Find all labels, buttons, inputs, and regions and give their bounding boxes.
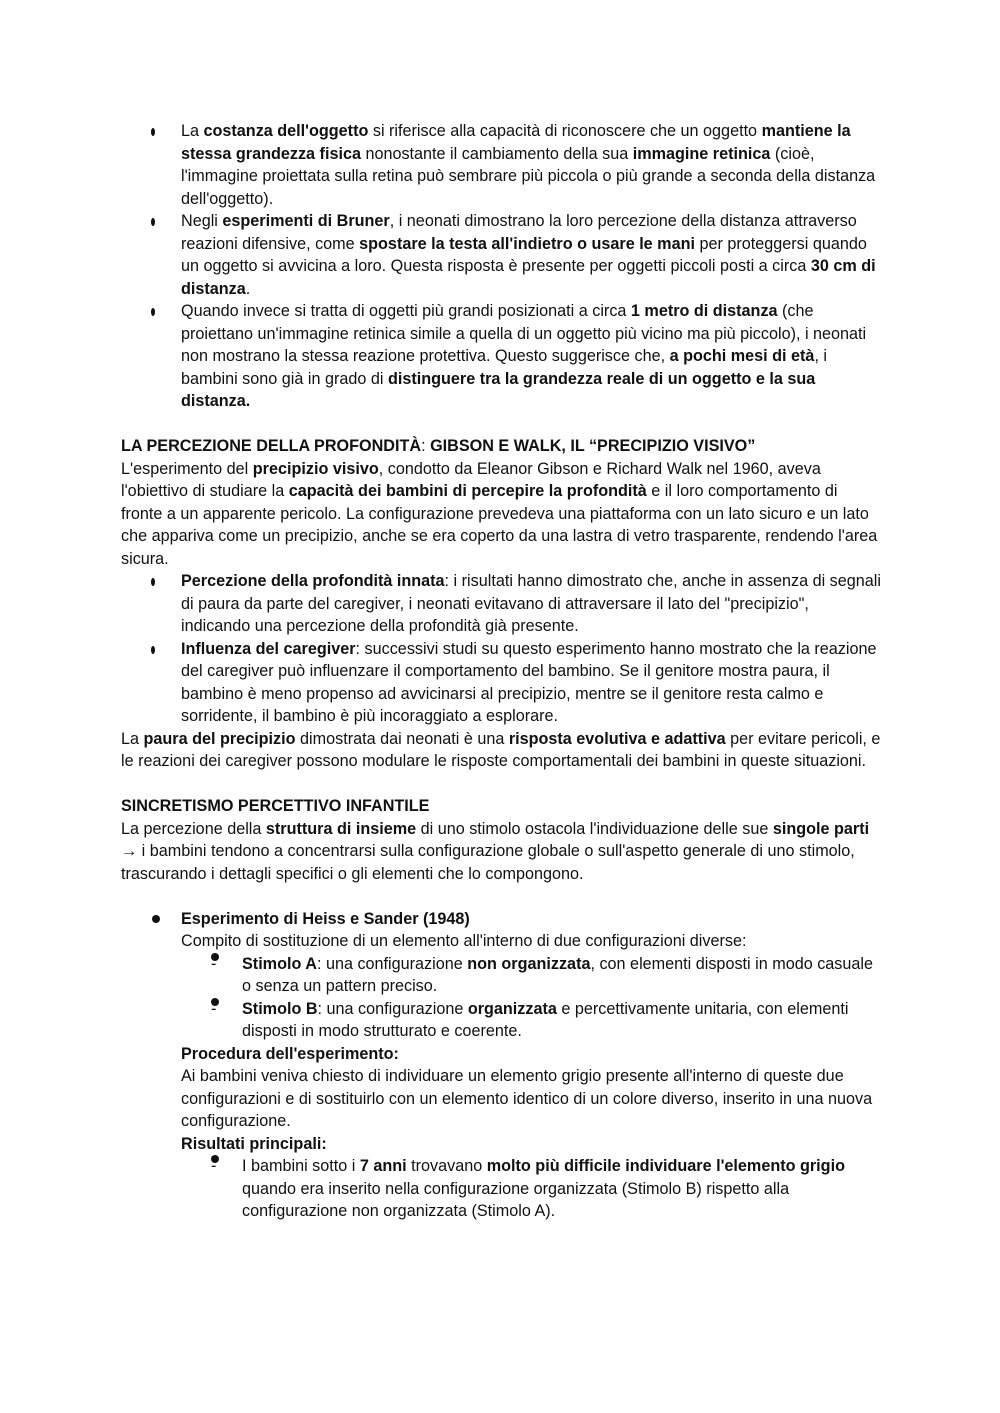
text-run: → i bambini tendono a concentrarsi sulla configurazione globale o sull'aspetto generale di uno stimolo, trascurando i dettagli specifici o gli elementi che lo compongono. bbox=[121, 842, 855, 883]
text-run: : bbox=[421, 437, 431, 455]
bullet-icon bbox=[151, 646, 155, 654]
bold-text: capacità dei bambini di percepire la profondità bbox=[288, 482, 647, 500]
bold-text: singole parti bbox=[772, 819, 870, 838]
text-run: , i bambini sono già in grado di bbox=[181, 347, 828, 388]
text-run: Quando invece si tratta di oggetti più grandi posizionati a circa bbox=[181, 302, 631, 320]
bold-text: distinguere tra la grandezza reale di un oggetto e la sua distanza. bbox=[181, 369, 816, 410]
text-run: L'esperimento del bbox=[121, 459, 253, 478]
text-run: La bbox=[181, 122, 204, 140]
paragraph-fear bbox=[121, 728, 881, 773]
document-content bbox=[121, 120, 881, 1223]
list-item bbox=[121, 210, 881, 300]
dash-bullet: - bbox=[211, 998, 219, 1006]
procedure-text bbox=[181, 1065, 881, 1133]
text-run: : una configurazione bbox=[317, 999, 468, 1018]
text-run: si riferisce alla capacità di riconoscere che un oggetto bbox=[368, 122, 762, 140]
text-run: quando era inserito nella configurazione organizzata (Stimolo B) rispetto alla configurazione non organizzata (Stimolo A). bbox=[242, 1179, 790, 1220]
blank-line bbox=[121, 885, 881, 908]
list-item bbox=[121, 570, 881, 638]
text-run: (che proiettano un'immagine retinica simile a quella di un oggetto più vicino ma più piccolo), i neonati non mostrano la stessa reazione protettiva. Questo suggerisce che, bbox=[181, 302, 867, 365]
text-run: . bbox=[245, 279, 251, 298]
bold-text: esperimenti di Bruner bbox=[222, 212, 390, 230]
bullet-icon bbox=[151, 128, 155, 136]
text-run: per proteggersi quando un oggetto si avvicina a loro. Questa risposta è presente per oggetti piccoli posti a circa bbox=[181, 234, 867, 275]
experiment-title bbox=[181, 908, 881, 931]
bold-text: organizzata bbox=[467, 999, 557, 1018]
bold-text: Procedura dell'esperimento: bbox=[181, 1044, 399, 1063]
blank-line bbox=[121, 413, 881, 436]
text-run: Ai bambini veniva chiesto di individuare un elemento grigio presente all'interno di queste due configurazioni e di sostituirlo con un elemento identico di un colore diverso, inserito in una nuova configurazione. bbox=[181, 1067, 873, 1130]
text-run: , con elementi disposti in modo casuale o senza un pattern preciso. bbox=[242, 954, 874, 995]
list-item bbox=[181, 953, 881, 998]
bold-text: 30 cm di distanza bbox=[181, 257, 876, 298]
bullet-icon bbox=[151, 218, 155, 226]
text-run: di uno stimolo ostacola l'individuazione delle sue bbox=[416, 819, 773, 838]
list-item bbox=[121, 908, 881, 1223]
bold-text: non organizzata bbox=[467, 954, 591, 973]
bullet-icon bbox=[152, 915, 160, 923]
dash-bullet: - bbox=[211, 1155, 219, 1163]
text-run: , condotto da Eleanor Gibson e Richard Walk nel 1960, aveva l'obiettivo di studiare la bbox=[121, 459, 821, 500]
bold-text: precipizio visivo bbox=[252, 459, 379, 478]
bold-text: Influenza del caregiver bbox=[181, 639, 356, 658]
text-run: : una configurazione bbox=[316, 954, 468, 973]
text-run: e percettivamente unitaria, con elementi disposti in modo strutturato e coerente. bbox=[242, 999, 849, 1040]
text-run: , i neonati dimostrano la loro percezione della distanza attraverso reazioni difensive, come bbox=[181, 212, 857, 253]
results-title bbox=[181, 1133, 881, 1156]
bullet-icon bbox=[151, 308, 155, 316]
bold-text: spostare la testa all'indietro o usare le mani bbox=[359, 234, 695, 253]
list-item bbox=[121, 300, 881, 413]
bold-text: Percezione della profondità innata bbox=[181, 572, 445, 590]
bold-text: paura del precipizio bbox=[143, 729, 296, 748]
text-run: (cioè, l'immagine proiettata sulla retina può sembrare più piccola o più grande a seconda della distanza dell'oggetto). bbox=[181, 144, 876, 208]
bold-text: immagine retinica bbox=[632, 144, 771, 163]
text-run: trovavano bbox=[406, 1157, 487, 1175]
bold-text: 7 anni bbox=[359, 1157, 407, 1175]
bold-text: molto più difficile individuare l'elemento grigio bbox=[486, 1157, 845, 1175]
object-constancy-list bbox=[121, 120, 881, 413]
text-run: La percezione della bbox=[121, 819, 266, 838]
bold-text: GIBSON E WALK, IL “PRECIPIZIO VISIVO” bbox=[430, 437, 756, 455]
list-item bbox=[181, 1155, 881, 1223]
text-run: Compito di sostituzione di un elemento all'interno di due configurazioni diverse: bbox=[181, 932, 747, 950]
text-run: per evitare pericoli, e le reazioni dei caregiver possono modulare le risposte comportamentali dei bambini in queste situazioni. bbox=[121, 729, 881, 770]
bold-text: 1 metro di distanza bbox=[630, 302, 778, 320]
bullet-icon bbox=[151, 578, 155, 586]
stimuli-list bbox=[181, 953, 881, 1043]
dash-bullet: - bbox=[211, 953, 219, 961]
experiment-task bbox=[181, 930, 881, 953]
list-item bbox=[121, 638, 881, 728]
text-run: Negli bbox=[181, 212, 223, 230]
paragraph-syncretism bbox=[121, 818, 881, 886]
bold-text: Stimolo B bbox=[242, 999, 318, 1018]
procedure-title bbox=[181, 1043, 881, 1066]
section-heading-syncretism bbox=[121, 795, 881, 818]
paragraph-visual-cliff bbox=[121, 458, 881, 571]
section-heading-depth bbox=[121, 435, 881, 458]
bold-text: costanza dell'oggetto bbox=[203, 122, 369, 140]
list-item bbox=[181, 998, 881, 1043]
bold-text: a pochi mesi di età bbox=[669, 347, 815, 365]
text-run: : i risultati hanno dimostrato che, anche in assenza di segnali di paura da parte del caregiver, i neonati evitavano di attraversare il lato del "precipizio", indicando una percezione della profondità già presente. bbox=[181, 572, 881, 635]
text-run: e il loro comportamento di fronte a un apparente pericolo. La configurazione prevedeva una piattaforma con un lato sicuro e un lato che appariva come un precipizio, anche se era coperto da una lastra di vetro trasparente, rendendo l'area sicura. bbox=[121, 482, 878, 568]
text-run: : successivi studi su questo esperimento hanno mostrato che la reazione del caregiver può influenzare il comportamento del bambino. Se il genitore mostra paura, il bambino è meno propenso ad avvicinarsi al precipizio, mentre se il genitore resta calmo e sorridente, il bambino è più incoraggiato a esplorare. bbox=[181, 639, 877, 725]
list-item bbox=[121, 120, 881, 210]
text-run: dimostrata dai neonati è una bbox=[295, 729, 509, 748]
visual-cliff-list bbox=[121, 570, 881, 728]
experiment-list bbox=[121, 908, 881, 1223]
results-list bbox=[181, 1155, 881, 1223]
blank-line bbox=[121, 773, 881, 796]
text-run: I bambini sotto i bbox=[242, 1157, 360, 1175]
bold-text: LA PERCEZIONE DELLA PROFONDITÀ bbox=[121, 437, 422, 455]
bold-text: Stimolo A bbox=[242, 954, 317, 973]
text-run: La bbox=[121, 729, 144, 748]
bold-text: struttura di insieme bbox=[265, 819, 417, 838]
bold-text: mantiene la stessa grandezza fisica bbox=[181, 122, 851, 163]
bold-text: SINCRETISMO PERCETTIVO INFANTILE bbox=[121, 797, 430, 815]
bold-text: Esperimento di Heiss e Sander (1948) bbox=[181, 909, 470, 928]
bold-text: Risultati principali: bbox=[181, 1134, 327, 1153]
bold-text: risposta evolutiva e adattiva bbox=[508, 729, 726, 748]
text-run: nonostante il cambiamento della sua bbox=[360, 144, 633, 163]
